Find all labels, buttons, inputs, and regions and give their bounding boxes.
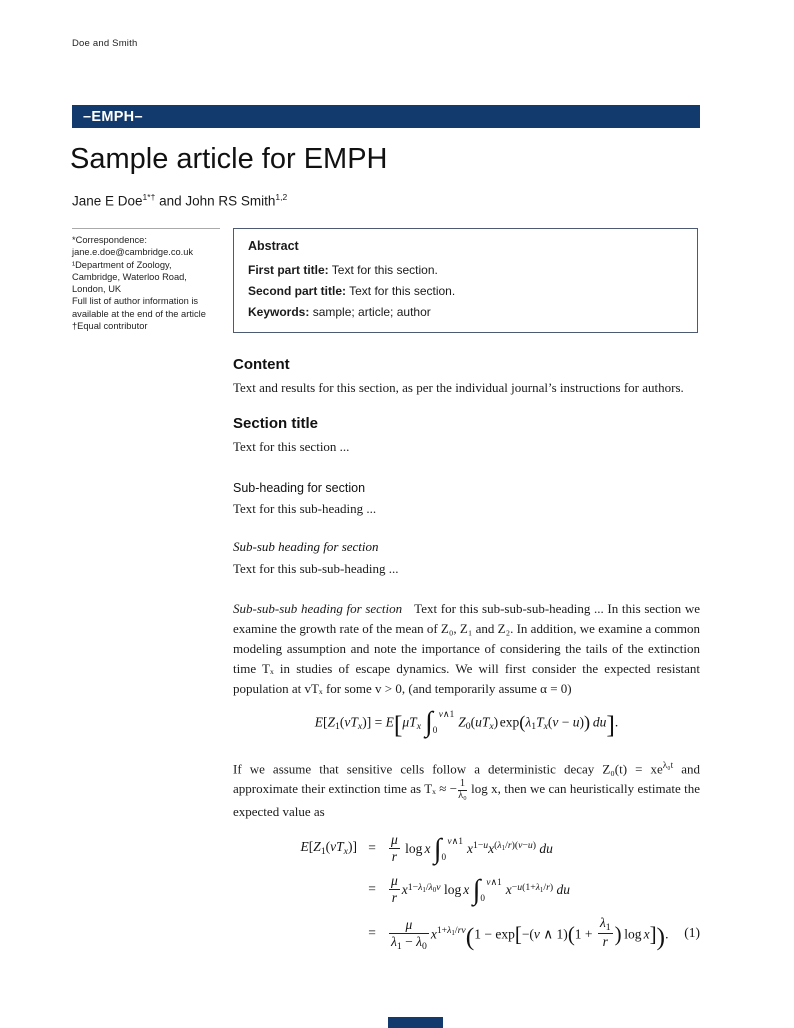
abstract-title: Abstract [248, 239, 299, 253]
correspondence-email: jane.e.doe@cambridge.co.uk [72, 247, 194, 258]
footer-mark [388, 1017, 443, 1028]
subsubsection-paragraph: Text for this sub-sub-heading ... [233, 561, 399, 576]
equation-rhs: $\frac{\mu}{r}$ log x ∫ v∧1 0 $x^{1-u}x^{(\lambda_1/r)(v-u)}$ du [391, 832, 553, 865]
inline-fraction-numerator: 1 [459, 778, 466, 790]
equals-sign: = [368, 881, 376, 897]
affiliation-line: ¹Department of Zoology, [72, 259, 172, 270]
author-connector: and [155, 193, 186, 209]
equation-rhs: $\frac{\mu}{\lambda_1 - \lambda_0}$ $x^{1+\lambda_1/rv}(1 - \exp[-(v$ ∧ 1)(1 + $\frac{\lambda_1}{r}$ ) log x]). [391, 914, 669, 952]
abstract-row [248, 260, 683, 281]
section-paragraph: Text for this section ... [233, 439, 350, 454]
equal-contributor-note: †Equal contributor [72, 321, 148, 332]
equation-lhs: $E[Z_1(vT_x)]$ [300, 839, 357, 858]
abstract-row-text: Text for this section. [346, 284, 456, 298]
decay-text-b: and approximate their extinction time as Tₓ ≈ − [233, 761, 700, 797]
abstract-keywords-row [248, 302, 683, 323]
abstract-row-label: First part title: [248, 263, 329, 277]
abstract-row-label: Second part title: [248, 284, 347, 298]
inline-fraction-denominator: λ₀ [458, 790, 467, 802]
article-title: Sample article for EMPH [70, 143, 388, 175]
equals-sign: = [368, 840, 376, 856]
subsection-paragraph: Text for this sub-heading ... [233, 501, 377, 516]
equation-display-1: $E[Z_1(vT_x)] = E[\mu T_x$ ∫ v∧1 0 $Z_0(uT_x) \exp(\lambda_1T_x(v - u))$ du]. [314, 707, 619, 739]
correspondence-line: *Correspondence: [72, 235, 147, 245]
author-1-affiliation-marks: 1*† [142, 192, 156, 202]
equation-rhs: $\frac{\mu}{r}$ $x^{1-\lambda_1/\lambda_0v}$ log x ∫ v∧1 0 $x^{-u(1+\lambda_1/r)}$ du [391, 873, 571, 907]
equation-row [239, 873, 700, 905]
equation-group-1 [233, 832, 700, 952]
author-info-note: available at the end of the article [72, 308, 206, 319]
equation-row [239, 832, 700, 864]
content-heading: Content [233, 356, 290, 373]
runin-paragraph [233, 599, 700, 699]
abstract-row-text: Text for this section. [328, 263, 438, 277]
author-line [72, 192, 287, 209]
author-2-name: John RS Smith [185, 193, 276, 209]
affiliation-line: Cambridge, Waterloo Road, [72, 271, 187, 282]
section-heading: Section title [233, 415, 319, 432]
equation-number: (1) [684, 925, 700, 941]
equals-sign: = [368, 925, 376, 941]
journal-banner-label: –EMPH– [83, 108, 143, 125]
author-1-name: Jane E Doe [72, 193, 143, 209]
subsection-heading: Sub-heading for section [233, 481, 366, 495]
author-info-note: Full list of author information is [72, 296, 199, 307]
inline-fraction [458, 779, 467, 802]
keywords-text: sample; article; author [309, 305, 431, 319]
decay-paragraph [233, 756, 700, 822]
journal-banner [72, 105, 700, 128]
main-column [233, 356, 700, 961]
abstract-row [248, 281, 683, 302]
keywords-label: Keywords: [248, 305, 310, 319]
affiliation-line: London, UK [72, 284, 122, 295]
author-2-affiliation-marks: 1,2 [275, 192, 288, 202]
content-paragraph: Text and results for this section, as per the individual journal’s instructions for authors. [233, 380, 684, 395]
abstract-box [233, 228, 698, 333]
correspondence-block [72, 228, 220, 332]
equation-row [239, 915, 700, 952]
subsubsection-heading: Sub-sub heading for section [233, 539, 379, 554]
runin-heading: Sub-sub-sub heading for section [233, 601, 403, 616]
decay-text-a: If we assume that sensitive cells follow a deterministic decay Z₀(t) = xe [233, 761, 663, 777]
decay-text-c: log x, then we can heuristically estimate the expected value as [233, 781, 700, 820]
running-head: Doe and Smith [72, 38, 138, 49]
runin-body: Text for this sub-sub-sub-heading ... In this section we examine the growth rate of the mean of Z₀, Z₁ and Z₂. In addition, we examine a common modeling assumption and note the importance of considering the tails of the extinction time Tₓ in studies of escape dynamics. We will first consider the expected resistant population at vTₓ for some v > 0, (and temporarily assume α = 0) [233, 601, 701, 696]
decay-exponent: λ₀t [662, 760, 674, 771]
